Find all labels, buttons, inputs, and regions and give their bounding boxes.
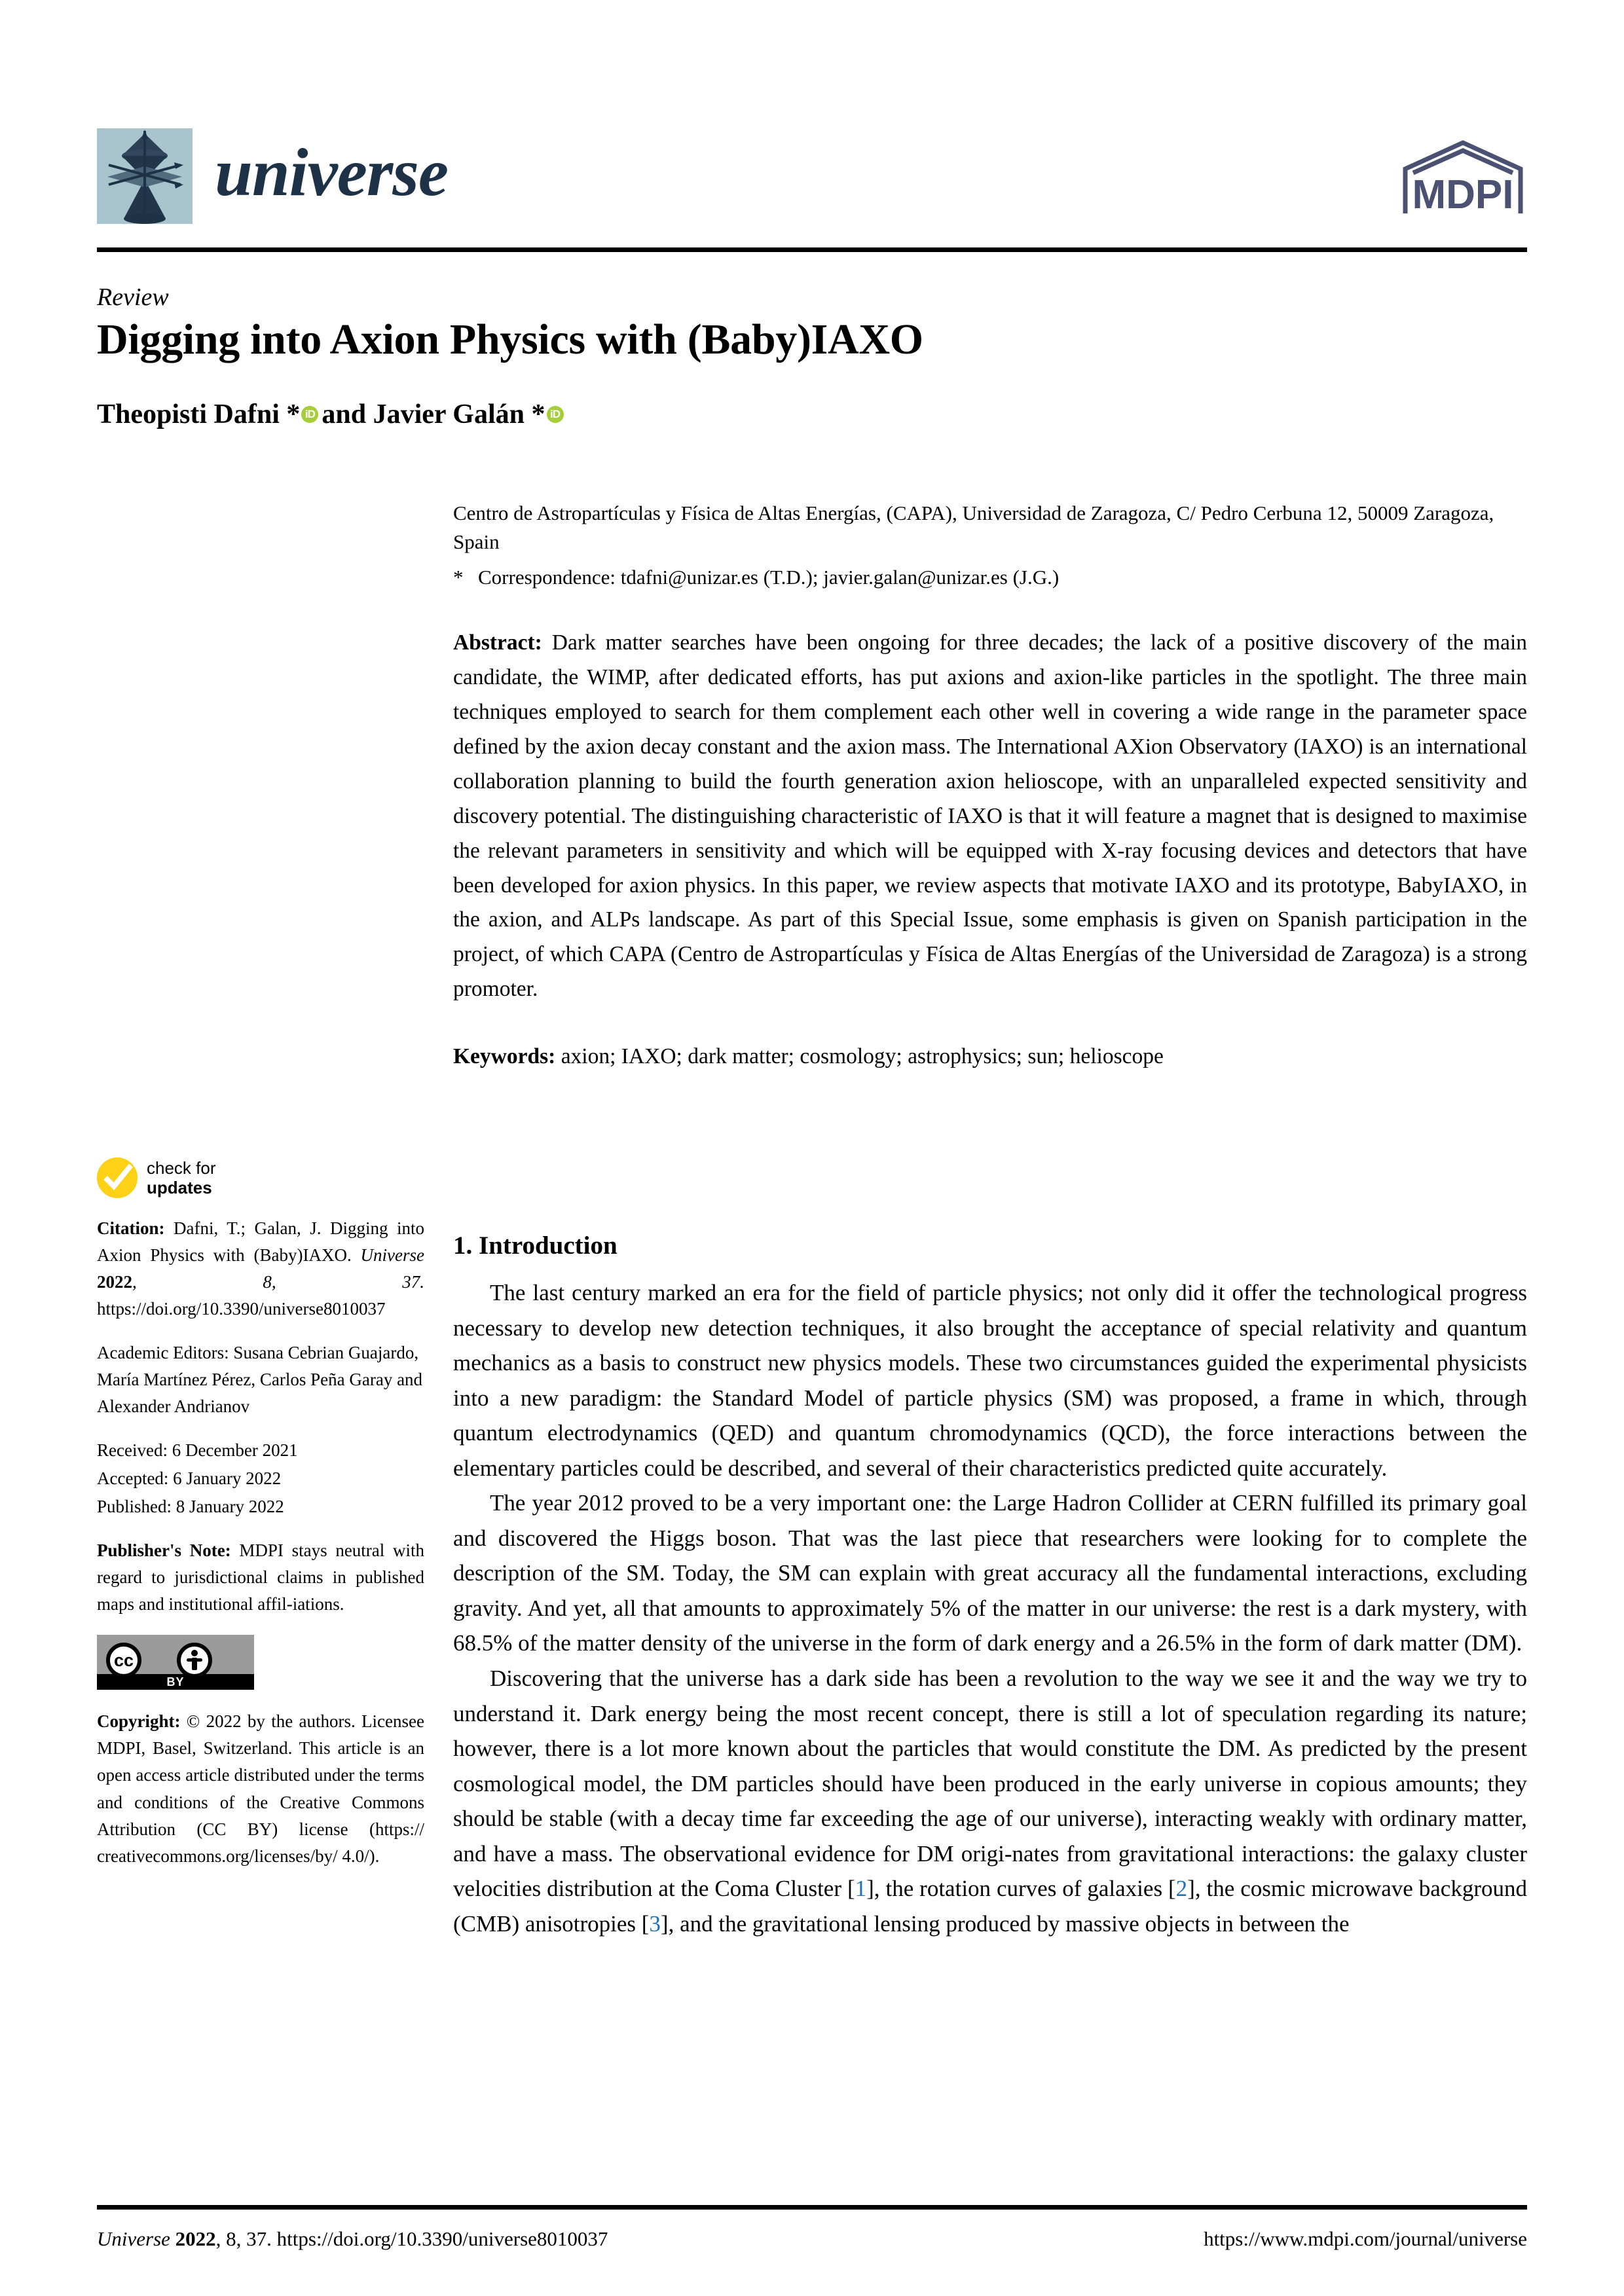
footer-citation: , 8, 37. https://doi.org/10.3390/universe8010037 xyxy=(215,2227,608,2250)
check-updates-line-2: updates xyxy=(147,1178,212,1197)
correspondence-line xyxy=(453,563,1527,592)
author-two: and Javier Galán * xyxy=(322,399,545,429)
accepted-date: Accepted: 6 January 2022 xyxy=(97,1468,282,1489)
copyright-label: Copyright: xyxy=(97,1711,181,1732)
creative-commons-badge[interactable] xyxy=(97,1635,254,1690)
page-footer xyxy=(97,2227,1527,2251)
correspondence-text: Correspondence: tdafni@unizar.es (T.D.); javier.galan@unizar.es (J.G.) xyxy=(478,566,1060,589)
publisher-note xyxy=(97,1537,424,1618)
paragraph xyxy=(453,1661,1527,1941)
paragraph-text: ], and the gravitational lensing produced by massive objects in between the xyxy=(660,1910,1350,1937)
received-date: Received: 6 December 2021 xyxy=(97,1440,298,1461)
footer-year: 2022 xyxy=(170,2227,216,2250)
light-cone-icon xyxy=(97,128,193,224)
keywords-block xyxy=(453,1040,1527,1074)
citation-ref-1[interactable]: 1 xyxy=(855,1876,867,1902)
citation-block xyxy=(97,1215,424,1322)
mdpi-logo[interactable] xyxy=(1399,137,1527,219)
paragraph-text: ], the cosmic microwave background (CMB) anisotropies [ xyxy=(453,1876,1527,1937)
citation-label: Citation: xyxy=(97,1218,165,1238)
citation-year: 2022 xyxy=(97,1272,132,1292)
citation-text: Dafni, T.; Galan, J. Digging into Axion Physics with (Baby)IAXO. xyxy=(97,1218,424,1266)
paragraph-text: Discovering that the universe has a dark side has been a revolution to the way we see it and the way we try to understand it. Dark energy being the most recent concept, there is still a lot of speculation regarding its nature; however, there is a lot more known about the particles that would constitute the DM. As predicted by the present cosmological model, the DM particles should have been produced in the early universe in copious amounts; they should be stable (with a decay time far exceeding the age of our universe), interacting weakly with ordinary matter, and have a mass. The observational evidence for DM origi-nates from gravitational interactions: the galaxy cluster velocities distribution at the Coma Cluster [ xyxy=(453,1666,1527,1902)
citation-journal: Universe xyxy=(360,1245,424,1266)
abstract-text: Dark matter searches have been ongoing for three decades; the lack of a positive discovery of the main candidate, the WIMP, after dedicated efforts, has put axions and axion-like particles in the spotlight. The three main techniques employed to search for them complement each other well in covering a wide range in the parameter space defined by the axion decay constant and the axion mass. The International AXion Observatory (IAXO) is an international collaboration planning to build the fourth generation axion helioscope, with an unparalleled expected sensitivity and discovery potential. The distinguishing characteristic of IAXO is that it will feature a magnet that is designed to maximise the relevant parameters in sensitivity and which will be equipped with X-ray focusing devices and detectors that have been developed for axion physics. In this paper, we review aspects that motivate IAXO and its prototype, BabyIAXO, in the axion, and ALPs landscape. As part of this Special Issue, some emphasis is given on Spanish participation in the project, of which CAPA (Centro de Astropartículas y Física de Altas Energías of the Universidad de Zaragoza) is a strong promoter. xyxy=(453,630,1527,1002)
check-for-updates-label xyxy=(147,1158,216,1197)
article-type-label: Review xyxy=(97,283,169,311)
header-divider xyxy=(97,247,1527,252)
academic-editors: Academic Editors: Susana Cebrian Guajardo, María Martínez Pérez, Carlos Peña Garay and Alexander Andrianov xyxy=(97,1343,423,1417)
person-icon xyxy=(177,1643,212,1678)
introduction-body xyxy=(453,1275,1527,1941)
author-list xyxy=(97,398,1472,431)
paragraph: The year 2012 proved to be a very important one: the Large Hadron Collider at CERN fulfilled its primary goal and discovered the Higgs boson. That was the last piece that researchers were looking for to complete the description of the SM. Today, the SM can explain with great accuracy all the fundamental interactions, excluding gravity. And yet, all that amounts to approximately 5% of the matter in our universe: the rest is a dark mystery, with 68.5% of the matter density of the universe in the form of dark energy and a 26.5% in the form of dark matter (DM). xyxy=(453,1490,1527,1656)
sidebar xyxy=(97,1157,424,1887)
publisher-note-text: MDPI stays neutral with regard to jurisdictional claims in published maps and institutional affil-iations. xyxy=(97,1540,424,1614)
abstract-block xyxy=(453,626,1527,1007)
mdpi-wordmark: MDPI xyxy=(1412,172,1514,217)
citation-volume-page: , 8, 37. xyxy=(132,1272,424,1292)
author-one: Theopisti Dafni * xyxy=(97,399,301,429)
footer-right-url[interactable]: https://www.mdpi.com/journal/universe xyxy=(1204,2227,1527,2250)
footer-left xyxy=(97,2227,608,2251)
paragraph-text: ], the rotation curves of galaxies [ xyxy=(866,1876,1176,1902)
affiliation: Centro de Astropartículas y Física de Altas Energías, (CAPA), Universidad de Zaragoza, C/ Pedro Cerbuna 12, 50009 Zaragoza, Spain xyxy=(453,501,1494,554)
correspondence-marker: * xyxy=(453,566,464,589)
journal-name: universe xyxy=(215,135,448,210)
citation-ref-3[interactable]: 3 xyxy=(649,1910,661,1937)
footer-journal: Universe xyxy=(97,2227,170,2250)
publisher-note-label: Publisher's Note: xyxy=(97,1540,231,1561)
citation-doi[interactable]: https://doi.org/10.3390/universe8010037 xyxy=(97,1299,386,1319)
abstract-label: Abstract: xyxy=(453,630,542,655)
keywords-text: axion; IAXO; dark matter; cosmology; astrophysics; sun; helioscope xyxy=(555,1044,1164,1069)
main-column xyxy=(453,499,1527,1074)
journal-logo[interactable] xyxy=(97,128,448,224)
check-updates-line-1: check for xyxy=(147,1157,216,1178)
checkmark-icon xyxy=(97,1157,138,1198)
check-for-updates-badge[interactable] xyxy=(97,1157,424,1198)
copyright-text: © 2022 by the authors. Licensee MDPI, Basel, Switzerland. This article is an open access article distributed under the terms and conditions of the Creative Commons Attribution (CC BY) license (https:// creativecommons.org/licenses/by/ 4.0/). xyxy=(97,1711,424,1866)
orcid-icon[interactable]: iD xyxy=(547,406,564,423)
cc-by-label: BY xyxy=(97,1674,254,1690)
published-date: Published: 8 January 2022 xyxy=(97,1497,284,1517)
citation-ref-2[interactable]: 2 xyxy=(1175,1876,1188,1902)
page-title: Digging into Axion Physics with (Baby)IAXO xyxy=(97,316,923,363)
section-heading-introduction: 1. Introduction xyxy=(453,1231,618,1260)
footer-divider xyxy=(97,2205,1527,2210)
paragraph: The last century marked an era for the field of particle physics; not only did it offer the technological progress necessary to develop new detection techniques, it also brought the acceptance of special relativity and quantum mechanics as a basis to construct new physics models. These two circumstances guided the experimental physicists into a new paradigm: the Standard Model of particle physics (SM) was proposed, a frame in which, through quantum electrodynamics (QED) and quantum chromodynamics (QCD), the force interactions between the elementary particles could be described, and several of their characteristics predicted quite accurately. xyxy=(453,1280,1527,1481)
copyright-block xyxy=(97,1708,424,1869)
masthead xyxy=(97,128,1527,244)
cc-icon: cc xyxy=(106,1643,141,1678)
keywords-label: Keywords: xyxy=(453,1044,556,1069)
orcid-icon[interactable]: iD xyxy=(301,406,318,423)
